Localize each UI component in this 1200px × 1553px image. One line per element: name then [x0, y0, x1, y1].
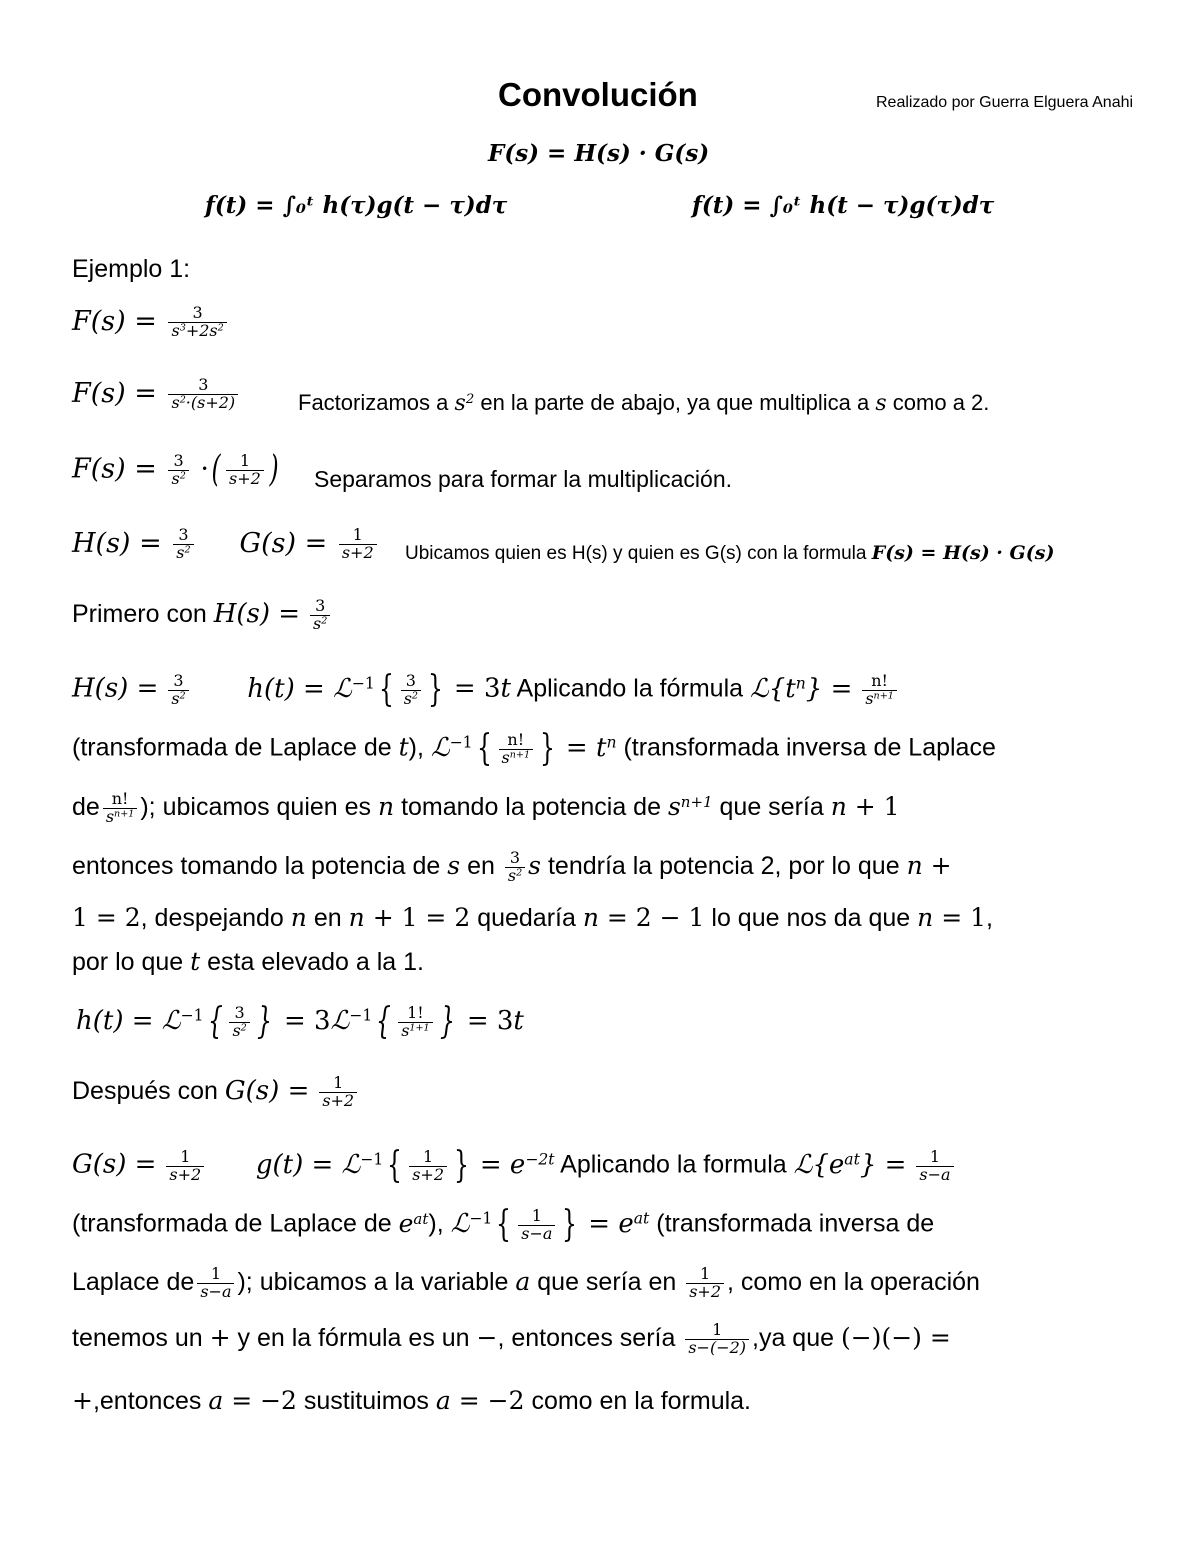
fraction-n-fact: $\frac{n!}{s^{n+1}}$ [862, 673, 897, 708]
fraction-h-1fact: $\frac{1!}{s^{1+1}}$ [398, 1005, 432, 1040]
as-in-formula-text: como en la formula. [531, 1387, 751, 1415]
explain-line-6: (transformada de Laplace de $e^{at}$), ℒ$^{-1}$ { $\frac{1}{s-a}$ } = $e^{at}$ (transformada inversa de [72, 1204, 935, 1245]
fraction-inv-1: $\frac{3}{s^2}$ [401, 673, 421, 708]
locate-a-text: ); ubicamos a la variable [237, 1267, 509, 1296]
explain-line-4: 1 = 2, despejando n en n + 1 = 2 quedaría n = 2 − 1 lo que nos da que n = 1, [72, 903, 993, 932]
fraction-F2: $\frac{3}{s^2\cdot(s+2)}$ [168, 377, 238, 412]
explain-line-8: tenemos un + y en la fórmula es un −, entonces sería $\frac{1}{s-(-2)}$ ,ya que (−)(−) = [72, 1320, 951, 1357]
de-text: de [72, 792, 100, 821]
example-heading: Ejemplo 1: [72, 255, 191, 283]
fraction-H: $\frac{3}{s^2}$ [173, 527, 193, 562]
explain-line-3: entonces tomando la potencia de s en $\frac{3}{s^2}$ s tendría la potencia 2, por lo que n + [72, 848, 952, 885]
fraction-inv-n: $\frac{n!}{s^{n+1}}$ [499, 732, 534, 767]
explain-line-9: +,entonces a = −2 sustituimos a = −2 como en la formula. [72, 1386, 751, 1415]
then-with-G: Después con G(s) = $\frac{1}{s+2}$ [72, 1075, 360, 1110]
fraction-in-s2: $\frac{1}{s+2}$ [686, 1266, 724, 1301]
explain-line-5: por lo que t esta elevado a la 1. [72, 947, 424, 976]
explain-line-2: de $\frac{n!}{s^{n+1}}$ ); ubicamos quien es n tomando la potencia de $s^{n+1}$ que sería n + 1 [72, 789, 900, 826]
inverse-laplace-short-text: (transformada inversa de [656, 1209, 935, 1238]
convolution-formula-2 [692, 192, 994, 219]
fraction-first-H: $\frac{3}{s^2}$ [310, 598, 330, 633]
note-factor-part2: en la parte de abajo, ya que multiplica a [480, 390, 870, 415]
en-text: en [467, 851, 495, 880]
eq-h-result: h(t) = ℒ$^{-1}$ { $\frac{3}{s^2}$ } = 3ℒ$^{-1}$ { $\frac{1!}{s^{1+1}}$ } = 3t [76, 1001, 524, 1042]
first-with-label: Primero con [72, 599, 207, 628]
fraction-1-s2: $\frac{1}{s+2}$ [226, 453, 264, 488]
author-credit: Realizado por Guerra Elguera Anahi [876, 94, 1134, 111]
fraction-G: $\frac{1}{s+2}$ [339, 527, 377, 562]
eq-F3: F(s) = $\frac{3}{s^2}$ ·( $\frac{1}{s+2}$ ) [72, 449, 279, 490]
note-factor: Factorizamos a $s^2$ en la parte de abajo, ya que multiplica a s como a 2. [298, 390, 990, 416]
laplace-of-t-text: (transformada de Laplace de [72, 733, 392, 762]
then-taking-text: entonces tomando la potencia de [72, 851, 441, 880]
fraction-de-s-a: $\frac{1}{s-a}$ [197, 1266, 234, 1301]
eq-F2: F(s) = $\frac{3}{s^2\cdot(s+2)}$ [72, 377, 241, 412]
laplace-de-text: Laplace de [72, 1267, 195, 1296]
would-have-power-text: tendría la potencia 2, por lo que [547, 851, 900, 880]
laplace-of-eat-text: (transformada de Laplace de [72, 1209, 392, 1238]
gives-us-text: lo que nos da que [711, 904, 911, 932]
note-factor-part1: Factorizamos a [298, 390, 449, 415]
solving-text: , despejando [140, 904, 284, 932]
fraction-F1: $\frac{3}{s^3+2s^2}$ [168, 305, 226, 340]
we-have-text: tenemos un [72, 1323, 203, 1352]
raised-to-1-text: esta elevado a la 1. [207, 948, 424, 976]
explain-line-7: Laplace de $\frac{1}{s-a}$ ); ubicamos a la variable a que sería en $\frac{1}{s+2}$ , como en la operación [72, 1264, 980, 1301]
fraction-inv-g: $\frac{1}{s+2}$ [409, 1149, 447, 1184]
conv-2-text: f(t) = ∫₀ᵗ h(t − τ)g(τ)dτ [692, 192, 995, 219]
fraction-h-3s2: $\frac{3}{s^2}$ [229, 1005, 249, 1040]
then-would-be-text: , entonces sería [497, 1323, 676, 1352]
note-identify [405, 542, 1054, 565]
first-with-H: Primero con H(s) = $\frac{3}{s^2}$ [72, 598, 333, 633]
substitute-text: sustituimos [303, 1387, 429, 1415]
fraction-de-n: $\frac{n!}{s^{n+1}}$ [103, 791, 138, 826]
note-factor-part3: como a 2. [892, 390, 990, 415]
would-be-text: que sería [719, 792, 824, 821]
fraction-H-2: $\frac{3}{s^2}$ [168, 673, 188, 708]
conv-1-text: f(t) = ∫₀ᵗ h(τ)g(t − τ)dτ [205, 192, 508, 219]
would-remain-text: quedaría [477, 904, 576, 932]
locate-n-text: ); ubicamos quien es [140, 792, 372, 821]
eq-H-G: H(s) = $\frac{3}{s^2}$ G(s) = $\frac{1}{s+2}$ [72, 527, 380, 562]
fraction-then-G: $\frac{1}{s+2}$ [319, 1075, 357, 1110]
eq-F1: F(s) = $\frac{3}{s^3+2s^2}$ [72, 305, 230, 340]
and-formula-text: y en la fórmula es un [237, 1323, 470, 1352]
would-be-in-text: que sería en [537, 1267, 677, 1296]
fraction-s-minus-minus2: $\frac{1}{s-(-2)}$ [685, 1322, 749, 1357]
fraction-3-s2: $\frac{3}{s^2}$ [168, 453, 188, 488]
t-raised-text: por lo que [72, 948, 184, 976]
fraction-inv-s-a: $\frac{1}{s-a}$ [518, 1208, 555, 1243]
then-with-label: Después con [72, 1076, 218, 1105]
applying-formula-2: Aplicando la formula [560, 1150, 787, 1179]
fraction-s-a: $\frac{1}{s-a}$ [916, 1149, 953, 1184]
fraction-G-2: $\frac{1}{s+2}$ [166, 1149, 204, 1184]
then-a-text: ,entonces [92, 1387, 202, 1415]
inverse-laplace-text: (transformada inversa de Laplace [623, 733, 996, 762]
explain-line-1: (transformada de Laplace de t), ℒ$^{-1}$ { $\frac{n!}{s^{n+1}}$ } = $t^n$ (transformada inversa de Laplace [72, 728, 996, 769]
main-formula [488, 140, 709, 167]
taking-power-text: tomando la potencia de [401, 792, 661, 821]
note-identify-formula: F(s) = H(s) · G(s) [871, 542, 1055, 564]
convolution-formula-1 [205, 192, 507, 219]
note-identify-text: Ubicamos quien es H(s) y quien es G(s) con la formula [405, 543, 867, 564]
main-formula-text: F(s) = H(s) · G(s) [488, 140, 710, 167]
fraction-en-3s2: $\frac{3}{s^2}$ [505, 850, 525, 885]
eq-g-line: G(s) = $\frac{1}{s+2}$ g(t) = ℒ$^{-1}$ { $\frac{1}{s+2}$ } = $e^{-2t}$ Aplicando la formula $ℒ\{e^{at}\}$ = $\frac{1}{s-a}$ [72, 1148, 957, 1184]
applying-formula-1: Aplicando la fórmula [516, 674, 744, 703]
eq-h-line: H(s) = $\frac{3}{s^2}$ h(t) = ℒ$^{-1}$ { $\frac{3}{s^2}$ } = 3t Aplicando la fórmula $ℒ\{t^n\}$ = $\frac{n!}{s^{n+1}}$ [72, 672, 900, 708]
en-text-2: en [313, 904, 342, 932]
note-separate: Separamos para formar la multiplicación. [314, 466, 733, 492]
page-title: Convolución [498, 76, 698, 113]
since-text: ,ya que [752, 1323, 835, 1352]
as-in-operation-text: , como en la operación [727, 1267, 980, 1296]
